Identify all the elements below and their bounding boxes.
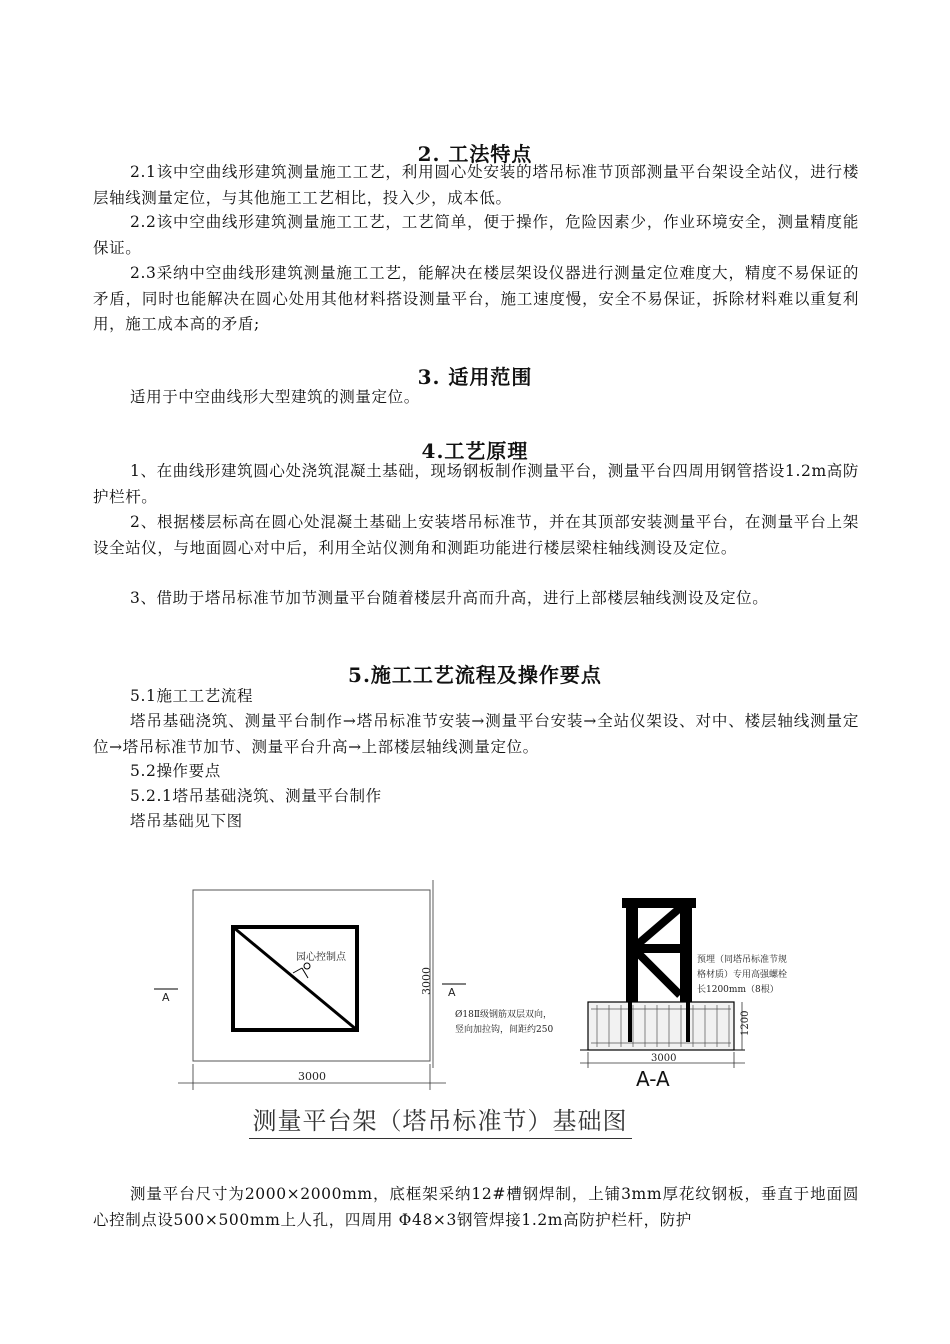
section-bolt-note-3: 长1200mm（8根） [697, 985, 779, 995]
section-5-2-line: 5.2操作要点 [130, 762, 221, 780]
section-title: A-A [636, 1067, 670, 1091]
section-bolt-note-1: 预埋（同塔吊标准节规 [697, 955, 788, 965]
section-2-paragraph-1: 2.1该中空曲线形建筑测量施工工艺，利用圆心处安装的塔吊标准节顶部测量平台架设全站仪，进行楼层轴线测量定位，与其他施工工艺相比，投入少，成本低。 [93, 163, 859, 207]
section-5-2-1-line: 5.2.1塔吊基础浇筑、测量平台制作 [130, 787, 382, 805]
figure-intro-line: 塔吊基础见下图 [130, 812, 243, 830]
section-bolt-note-2: 格材质）专用高强螺栓 [697, 970, 788, 980]
plan-dim-right-text: 3000 [420, 967, 433, 995]
section-bolt-right [686, 1002, 690, 1042]
section-rebar-note-2: 竖向加拉钩，间距约250 [455, 1025, 554, 1035]
section-5-heading: 5.施工工艺流程及操作要点 [348, 663, 602, 687]
plan-label-a-right: A [448, 986, 456, 999]
plan-label-a-left: A [162, 991, 170, 1004]
plan-diagonal [233, 927, 357, 1030]
plan-outer-boundary [193, 890, 430, 1061]
tower-section-standard [622, 898, 696, 1002]
section-3-paragraph-1: 适用于中空曲线形大型建筑的测量定位。 [130, 388, 420, 406]
section-2-heading: 2. 工法特点 [417, 142, 533, 166]
section-4-paragraph-1: 1、在曲线形建筑圆心处浇筑混凝土基础，现场钢板制作测量平台，测量平台四周用钢管搭设1.2m高防护栏杆。 [93, 462, 859, 506]
section-4-paragraph-2: 2、根据楼层标高在圆心处混凝土基础上安装塔吊标准节，并在其顶部安装测量平台，在测量平台上架设全站仪，与地面圆心对中后，利用全站仪测角和测距功能进行楼层梁柱轴线测设及定位。 [93, 513, 859, 557]
figure-caption [0, 1101, 880, 1139]
section-5-paragraph-1: 塔吊基础浇筑、测量平台制作→塔吊标准节安装→测量平台安装→全站仪架设、对中、楼层轴线测量定位→塔吊标准节加节、测量平台升高→上部楼层轴线测量定位。 [93, 712, 859, 756]
section-rebar-note-1: Ø18Ⅱ级钢筋双层双向， [455, 1010, 552, 1020]
plan-center-label: 园心控制点 [296, 952, 346, 963]
section-dim-right-text: 1200 [740, 1010, 751, 1036]
plan-diagonal-marker-1 [293, 968, 302, 973]
plan-diagonal-marker-2 [302, 968, 308, 978]
figure-caption-text: 测量平台架（塔吊标准节）基础图 [249, 1101, 632, 1139]
plan-center-point [304, 963, 310, 969]
section-3-heading: 3. 适用范围 [417, 365, 533, 389]
section-4-heading: 4.工艺原理 [421, 439, 529, 463]
section-4-paragraph-3: 3、借助于塔吊标准节加节测量平台随着楼层升高而升高，进行上部楼层轴线测设及定位。 [130, 589, 769, 607]
footer-paragraph: 测量平台尺寸为2000×2000mm，底框架采纳12#槽钢焊制，上铺3mm厚花纹钢板，垂直于地面圆心控制点设500×500mm上人孔，四周用 Φ48×3钢管焊接1.2m高防护栏杆，防护 [93, 1185, 859, 1229]
section-5-1-line: 5.1施工工艺流程 [130, 687, 254, 705]
section-2-paragraph-2: 2.2该中空曲线形建筑测量施工工艺，工艺简单，便于操作，危险因素少，作业环境安全，测量精度能保证。 [93, 213, 859, 257]
section-bolt-left [628, 1002, 632, 1042]
section-2-paragraph-3: 2.3采纳中空曲线形建筑测量施工工艺，能解决在楼层架设仪器进行测量定位难度大，精度不易保证的矛盾，同时也能解决在圆心处用其他材料搭设测量平台，施工速度慢，安全不易保证，拆除材料难以重复利用，施工成本高的矛盾; [93, 264, 859, 333]
section-dim-bottom-text: 3000 [651, 1053, 677, 1064]
plan-dim-bottom-text: 3000 [298, 1070, 326, 1083]
